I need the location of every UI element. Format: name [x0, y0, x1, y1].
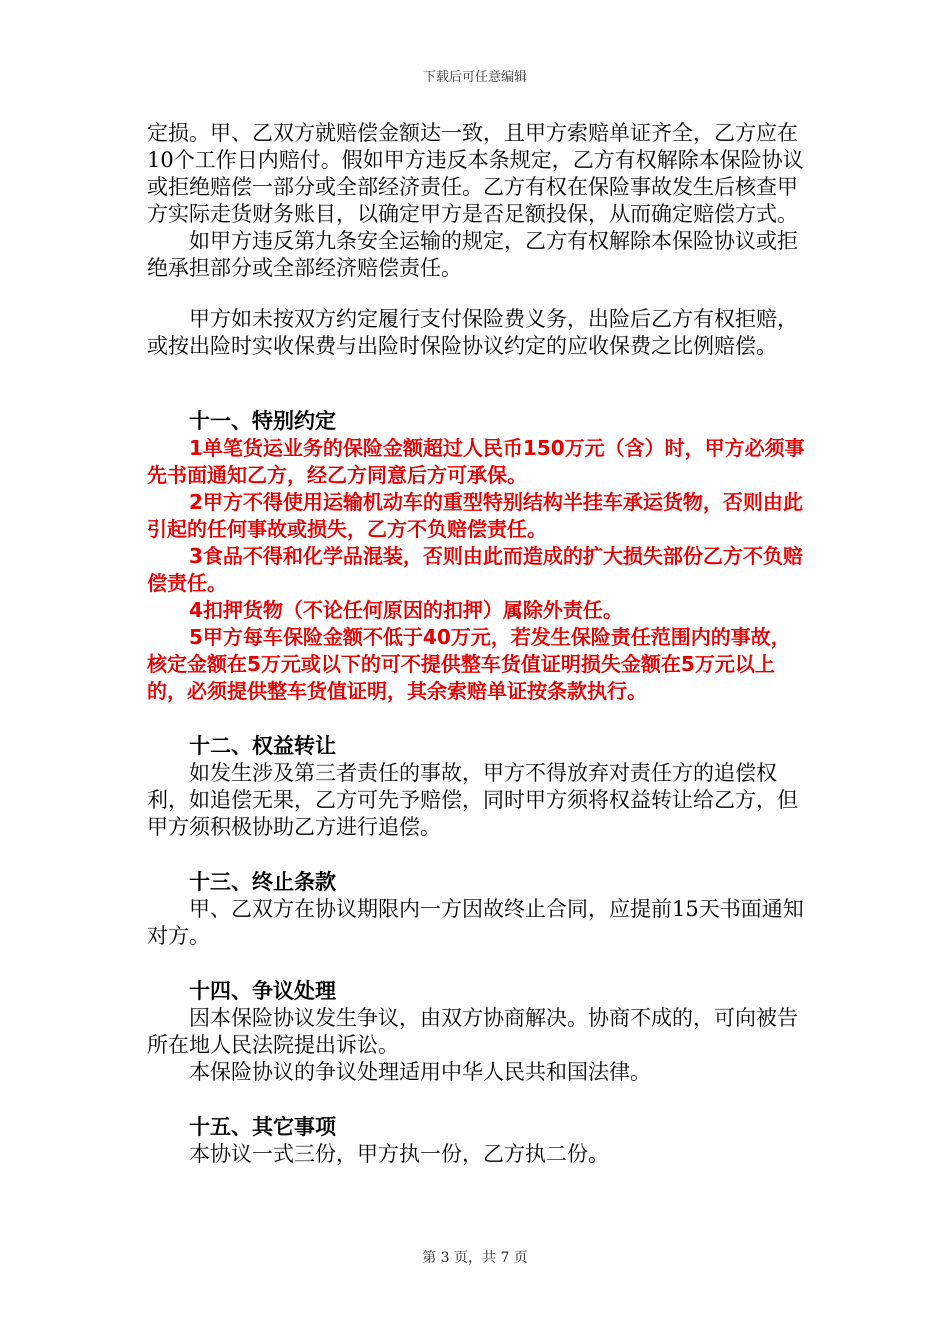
section-12-title: 十二、权益转让 [189, 734, 336, 758]
special-term-3: 3食品不得和化学品混装，否则由此而造成的扩大损失部份乙方不负赔偿责任。 [147, 544, 803, 595]
section-11-title: 十一、特别约定 [189, 409, 336, 433]
page-footer: 第 3 页，共 7 页 [422, 1250, 528, 1266]
section-13-title: 十三、终止条款 [189, 870, 336, 894]
section-13-body: 甲、乙双方在协议期限内一方因故终止合同，应提前15天书面通知对方。 [147, 897, 804, 948]
section-15-body: 本协议一式三份，甲方执一份，乙方执二份。 [189, 1142, 609, 1166]
paragraph-safety-violation: 如甲方违反第九条安全运输的规定，乙方有权解除本保险协议或拒绝承担部分或全部经济赔偿责任。 [147, 229, 798, 280]
special-term-4: 4扣押货物（不论任何原因的扣押）属除外责任。 [189, 598, 623, 622]
special-term-5: 5甲方每车保险金额不低于40万元，若发生保险责任范围内的事故，核定金额在5万元或以下的可不提供整车货值证明损失金额在5万元以上的，必须提供整车货值证明，其余索赔单证按条款执行。 [147, 625, 791, 703]
section-14-title: 十四、争议处理 [189, 979, 336, 1003]
page-header: 下载后可任意编辑 [422, 70, 527, 85]
paragraph-compensation: 定损。甲、乙双方就赔偿金额达一致，且甲方索赔单证齐全，乙方应在10个工作日内赔付。假如甲方违反本条规定，乙方有权解除本保险协议或拒绝赔偿一部分或全部经济责任。乙方有权在保险事故发生后核查甲方实际走货财务账目，以确定甲方是否足额投保，从而确定赔偿方式。 [147, 121, 804, 226]
special-term-1: 1单笔货运业务的保险金额超过人民币150万元（含）时，甲方必须事先书面通知乙方，经乙方同意后方可承保。 [147, 436, 805, 487]
section-14-body-1: 因本保险协议发生争议，由双方协商解决。协商不成的，可向被告所在地人民法院提出诉讼。 [147, 1006, 798, 1057]
section-14-body-2: 本保险协议的争议处理适用中华人民共和国法律。 [189, 1060, 651, 1084]
paragraph-premium-payment: 甲方如未按双方约定履行支付保险费义务，出险后乙方有权拒赔，或按出险时实收保费与出险时保险协议约定的应收保费之比例赔偿。 [147, 307, 798, 358]
document-body [147, 120, 807, 1168]
section-12-body: 如发生涉及第三者责任的事故，甲方不得放弃对责任方的追偿权利，如追偿无果，乙方可先予赔偿，同时甲方须将权益转让给乙方，但甲方须积极协助乙方进行追偿。 [147, 761, 798, 839]
special-term-2: 2甲方不得使用运输机动车的重型特别结构半挂车承运货物，否则由此引起的任何事故或损失，乙方不负赔偿责任。 [147, 490, 803, 541]
section-15-title: 十五、其它事项 [189, 1115, 336, 1139]
